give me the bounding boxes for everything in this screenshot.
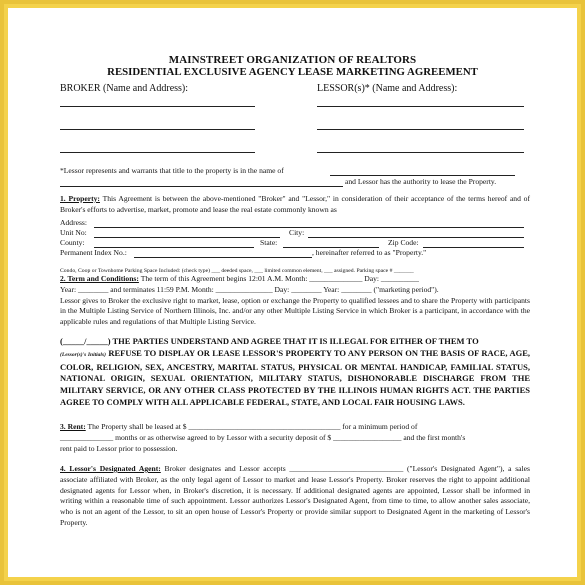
lessor-line-1[interactable]: [317, 106, 524, 107]
agent-heading: 4. Lessor's Designated Agent:: [60, 464, 161, 473]
address-field[interactable]: [94, 227, 524, 228]
term-begin: The term of this Agreement begins 12:01 A.M. Month:: [140, 274, 308, 283]
property-heading: 1. Property:: [60, 194, 100, 203]
unit-field[interactable]: [94, 237, 280, 238]
fair-housing-notice: [60, 336, 530, 409]
rent-line-3: rent paid to Lessor prior to possession.: [60, 443, 178, 453]
property-paragraph: [60, 194, 530, 216]
lessor-line-2[interactable]: [317, 129, 524, 130]
address-label: Address:: [60, 218, 87, 227]
warranty-text-1: *Lessor represents and warrants that title to the property is in the name of: [60, 166, 284, 175]
broker-label: BROKER (Name and Address):: [60, 83, 189, 94]
rent-line-1a: The Property shall be leased at $: [87, 422, 187, 431]
title-holder-line[interactable]: [330, 175, 515, 176]
agent-text: Broker designates and Lessor accepts ______________________________ ("Lessor's Designated Agent"), a sales associate affiliated with Broker, as the only legal agent of Lessor to market and lease Lessor's Property. Broker reserves the right to appoint additional designated agents for Lessor when, in Broker's discretion, it is necessary. If additional designated agents are appointed, Lessor shall be informed in writing within a reasonable time of such appointment. Lessor authorizes Lessor's Designated Agent, from time to time, to allow another sales associate, who is not an agent of the Lessor, to sit an open house of Lessor's Property or provide similar support to Designated Agent in the marketing of Lessor's Property.: [60, 464, 530, 527]
term-body: Lessor gives to Broker the exclusive right to market, lease, option or exchange the Property to qualified lessees and to share the Property with participants in the Multiple Listing Service of Northern Illinois, Inc. and/or any other Multiple Listing Service in which Broker is a participant, in accordance with the applicable rules and regulations of that Multiple Listing Service.: [60, 295, 530, 327]
term-end-day: Day:: [274, 284, 290, 294]
term-end-year: Year:: [323, 284, 340, 294]
warranty-text-2: and Lessor has the authority to lease the Property.: [345, 177, 497, 186]
zip-field[interactable]: [423, 247, 524, 248]
state-label: State:: [260, 238, 278, 247]
lessor-line-3[interactable]: [317, 152, 524, 153]
pin-suffix: , hereinafter referred to as "Property.": [312, 248, 427, 257]
initials-caption: (Lessor(s)'s Initials): [60, 351, 106, 358]
term-begin-day: Day:: [364, 274, 380, 283]
lessor-label: LESSOR(s)* (Name and Address):: [317, 83, 458, 94]
broker-line-2[interactable]: [60, 129, 255, 130]
initials-blank[interactable]: (_____/_____): [60, 336, 111, 346]
term-end: and terminates 11:59 P.M. Month:: [110, 284, 214, 294]
rent-line-2a: months or as otherwise agreed to by Lessor with a security deposit of $: [115, 432, 332, 442]
term-marketing: ("marketing period").: [373, 284, 439, 294]
rent-heading: 3. Rent:: [60, 422, 86, 431]
property-text: This Agreement is between the above-mentioned "Broker" and "Lessor," in consideration of their acceptance of the terms hereof and of Broker's efforts to advertise, market, promote and lease the real estate commonly known as: [60, 194, 530, 214]
notice-line-2: REFUSE TO DISPLAY OR LEASE LESSOR'S PROPERTY TO ANY PERSON ON THE BASIS OF: [108, 347, 479, 358]
term-paragraph: 2. Term and Conditions: The term of this Agreement begins 12:01 A.M. Month: ______________ Day: __________ Year: ________ and terminates 11:59 P.M. Month: _______________ Day: ________ Year: ________ ("marketing period"). Lessor gives to Broker the exclusive right to market, lease, option or exchange the Property to qualified lessees and to share the Property with participants in the Multiple Listing Service of Northern Illinois, Inc. and/or any other Multiple Listing Service in which Broker is a participant, in accordance with the applicable rules and regulations of that Multiple Listing Service.: [60, 274, 530, 327]
pin-label: Permanent Index No.:: [60, 248, 127, 257]
rent-line-1b: for a minimum period of: [342, 422, 418, 431]
notice-line-1: THE PARTIES UNDERSTAND AND AGREE THAT IT IS ILLEGAL FOR EITHER OF THEM TO: [112, 336, 479, 346]
notice-line-3: RACE, AGE, COLOR, RELIGION, SEX, ANCESTRY, MARITAL STATUS, PHYSICAL OR MENTAL HANDICAP, FAMILIAL STATUS, NATIONAL ORIGIN, SEXUAL ORIENTATION, MILITARY STATUS, DISHONORABLE DISCHARGE FROM THE MILITARY SERVICE, OR ANY OTHER CLASS PROTECTED BY THE ILLINOIS HUMAN RIGHTS ACT. THE PARTIES AGREE TO COMPLY WITH ALL APPLICABLE FEDERAL, STATE, AND LOCAL FAIR HOUSING LAWS.: [60, 347, 531, 407]
broker-line-3[interactable]: [60, 152, 255, 153]
document-page: [8, 8, 577, 577]
zip-label: Zip Code:: [388, 238, 419, 247]
unit-label: Unit No:: [60, 228, 87, 237]
agreement-title: RESIDENTIAL EXCLUSIVE AGENCY LEASE MARKETING AGREEMENT: [107, 66, 478, 78]
term-begin-year: Year:: [60, 284, 77, 294]
agent-paragraph: [60, 464, 530, 529]
term-heading: 2. Term and Conditions:: [60, 274, 139, 283]
rent-line-2b: and the first month's: [403, 432, 466, 442]
parking-line: Condo, Coop or Townhome Parking Space Included: (check type) ___ deeded space, ___ limited common element, ___ assigned. Parking space # _______: [60, 268, 414, 274]
organization-title: MAINSTREET ORGANIZATION OF REALTORS: [168, 54, 417, 66]
broker-line-1[interactable]: [60, 106, 255, 107]
county-label: County:: [60, 238, 85, 247]
pin-field[interactable]: [134, 257, 312, 258]
title-holder-line-2[interactable]: [60, 186, 343, 187]
rent-paragraph: 3. Rent: The Property shall be leased at $ ________________________________________ for a minimum period of ______________ months or as otherwise agreed to by Lessor with a security deposit of $ __________________ and the first month's rent paid to Lessor prior to possession.: [60, 422, 466, 453]
city-label: City:: [289, 228, 305, 237]
